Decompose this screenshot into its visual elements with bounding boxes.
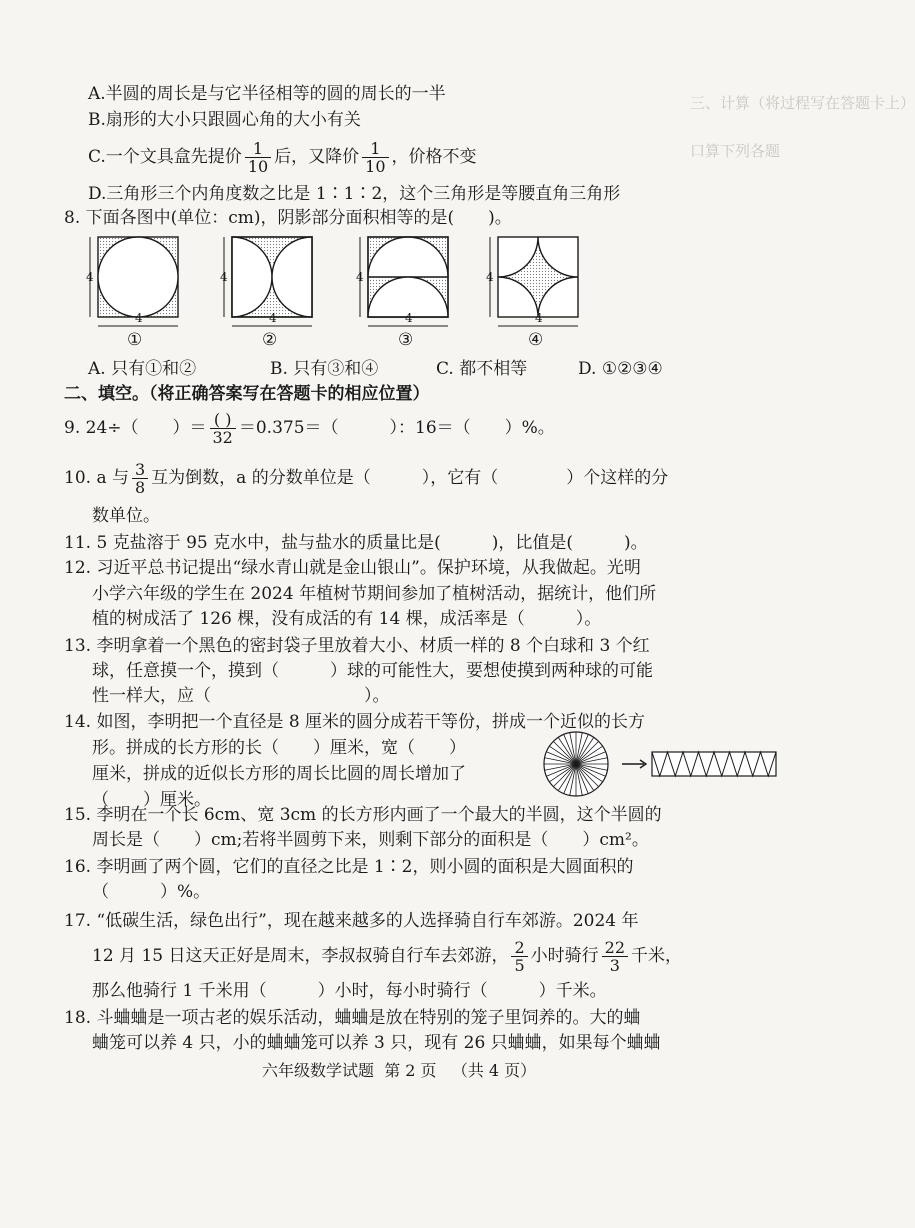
q18-line1: 18. 斗蛐蛐是一项古老的娱乐活动，蛐蛐是放在特别的笼子里饲养的。大的蛐	[64, 1008, 641, 1028]
q15-line1: 15. 李明在一个长 6cm、宽 3cm 的长方形内画了一个最大的半圆，这个半圆的	[64, 805, 662, 825]
svg-text:4: 4	[269, 311, 277, 325]
q12-line3: 植的树成活了 126 棵，没有成活的有 14 棵，成活率是（ ）。	[92, 609, 602, 629]
svg-text:4: 4	[220, 270, 228, 284]
q8-option-b: B. 只有③和④	[270, 359, 379, 379]
figure-3-label: ③	[398, 330, 414, 350]
q13-line1: 13. 李明拿着一个黑色的密封袋子里放着大小、材质一样的 8 个白球和 3 个红	[64, 636, 650, 656]
q13-line3: 性一样大，应（ ）。	[92, 686, 390, 706]
q14-line3: 厘米，拼成的近似长方形的周长比圆的周长增加了	[92, 764, 466, 784]
q18-line2: 蛐笼可以养 4 只，小的蛐蛐笼可以养 3 只，现有 26 只蛐蛐，如果每个蛐蛐	[92, 1033, 661, 1053]
q15-line2: 周长是（ ）cm;若将半圆剪下来，则剩下部分的面积是（ ）cm²。	[92, 830, 649, 850]
figure-2-label: ②	[262, 330, 278, 350]
q14-line2: 形。拼成的长方形的长（ ）厘米，宽（ ）	[92, 738, 466, 758]
q17-line2: 12 月 15 日这天正好是周末，李叔叔骑自行车去郊游， $\frac{2}{5}$ 小时骑行 $\frac{22}{3}$ 千米，	[92, 938, 683, 975]
bleed-through-text: 三、计算（将过程写在答题卡上）	[690, 94, 915, 112]
q7-option-b: B.扇形的大小只跟圆心角的大小有关	[88, 110, 361, 130]
fraction-one-tenth: $\frac{1}{10}$	[362, 140, 388, 175]
svg-text:4: 4	[486, 270, 494, 284]
q16-line2: （ ）%。	[92, 882, 211, 902]
q8-option-a: A. 只有①和②	[88, 359, 197, 379]
q7-option-c: C.一个文具盒先提价 $\frac{1}{10}$ 后，又降价 $\frac{1}{10}$ ，价格不变	[88, 139, 477, 176]
q7-option-a: A.半圆的周长是与它半径相等的圆的周长的一半	[88, 84, 446, 104]
fraction-one-tenth: $\frac{1}{10}$	[245, 140, 271, 175]
figure-1-label: ①	[127, 330, 143, 350]
section-2-heading: 二、填空。（将正确答案写在答题卡的相应位置）	[64, 384, 430, 404]
q13-line2: 球，任意摸一个，摸到（ ）球的可能性大，要想使摸到两种球的可能	[92, 661, 653, 681]
q17-line3: 那么他骑行 1 千米用（ ）小时，每小时骑行（ ）千米。	[92, 981, 607, 1001]
q17-line1: 17. “低碳生活，绿色出行”，现在越来越多的人选择骑自行车郊游。2024 年	[64, 911, 639, 931]
page-footer: 六年级数学试题 第 2 页 （共 4 页）	[262, 1061, 537, 1080]
figure-1-circle-in-square	[84, 234, 184, 334]
fraction-blank-over-32: $\frac{( )}{32}$	[210, 411, 236, 446]
q10-line1: 10. a 与 $\frac{3}{8}$ 互为倒数，a 的分数单位是（ ），它有（ ）个这样的分	[64, 460, 669, 497]
q12-line2: 小学六年级的学生在 2024 年植树节期间参加了植树活动，据统计，他们所	[92, 584, 657, 604]
q10-line2: 数单位。	[92, 506, 160, 526]
svg-text:4: 4	[86, 270, 94, 284]
figure-3-half-circles	[354, 234, 454, 334]
q16-line1: 16. 李明画了两个圆，它们的直径之比是 1∶2，则小圆的面积是大圆面积的	[64, 857, 634, 877]
q8-option-c: C. 都不相等	[436, 359, 528, 379]
fraction-three-eighths: $\frac{3}{8}$	[132, 461, 148, 496]
svg-text:4: 4	[405, 311, 413, 325]
q8-option-d: D. ①②③④	[578, 359, 663, 379]
figure-4-four-quarter-circles	[484, 234, 584, 334]
svg-text:4: 4	[356, 270, 364, 284]
q7-option-d: D.三角形三个内角度数之比是 1∶1∶2，这个三角形是等腰直角三角形	[88, 184, 621, 204]
bleed-through-text-2: 口算下列各题	[690, 142, 781, 160]
figure-4-label: ④	[528, 330, 544, 350]
q9: 9. 24÷（ ）＝ $\frac{( )}{32}$ ＝0.375＝（ ）：16＝（ ）%。	[64, 410, 555, 447]
q14-line1: 14. 如图，李明把一个直径是 8 厘米的圆分成若干等份，拼成一个近似的长方	[64, 712, 646, 732]
q11: 11. 5 克盐溶于 95 克水中，盐与盐水的质量比是( )，比值是( )。	[64, 533, 648, 553]
svg-text:4: 4	[535, 311, 543, 325]
figure-2-two-semicircles	[218, 234, 318, 334]
fraction-two-fifths: $\frac{2}{5}$	[511, 939, 527, 974]
q8-stem: 8. 下面各图中(单位：cm)，阴影部分面积相等的是( )。	[64, 208, 512, 228]
fraction-twentytwo-thirds: $\frac{22}{3}$	[602, 939, 628, 974]
q12-line1: 12. 习近平总书记提出“绿水青山就是金山银山”。保护环境，从我做起。光明	[64, 558, 641, 578]
svg-text:4: 4	[135, 311, 143, 325]
circle-to-rectangle-figure	[536, 726, 846, 802]
q14-line4: （ ）厘米。	[92, 790, 211, 810]
